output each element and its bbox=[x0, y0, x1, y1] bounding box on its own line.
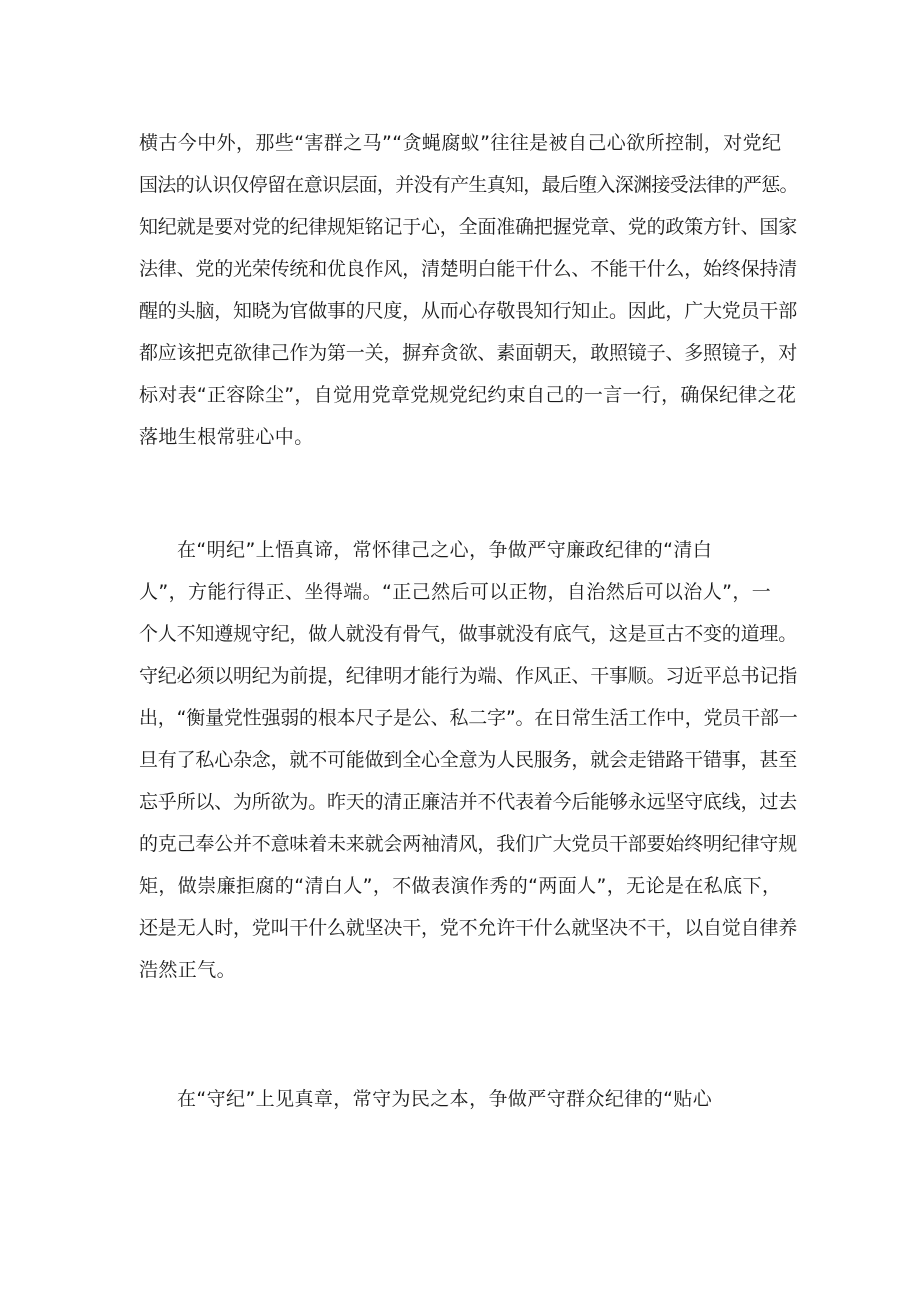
paragraph-zhiji bbox=[139, 122, 799, 458]
text-line: 人”，方能行得正、坐得端。“正己然后可以正物，自治然后可以治人”，一 bbox=[139, 581, 772, 603]
text-line: 在“守纪”上见真章，常守为民之本，争做严守群众纪律的“贴心 bbox=[177, 1088, 713, 1110]
text-line: 还是无人时，党叫干什么就坚决干，党不允许干什么就坚决不干，以自觉自律养 bbox=[139, 917, 798, 939]
text-line: 知纪就是要对党的纪律规矩铭记于心，全面准确把握党章、党的政策方针、国家 bbox=[139, 216, 798, 238]
text-line: 在“明纪”上悟真谛，常怀律己之心，争做严守廉政纪律的“清白 bbox=[177, 539, 713, 561]
text-line: 的克己奉公并不意味着未来就会两袖清风，我们广大党员干部要始终明纪律守规 bbox=[139, 833, 798, 855]
text-line: 忘乎所以、为所欲为。昨天的清正廉洁并不代表着今后能够永远坚守底线，过去 bbox=[139, 791, 798, 813]
text-line: 个人不知遵规守纪，做人就没有骨气，做事就没有底气，这是亘古不变的道理。 bbox=[139, 623, 798, 645]
paragraph-mingji bbox=[139, 529, 799, 991]
text-line: 落地生根常驻心中。 bbox=[139, 426, 314, 448]
text-line: 法律、党的光荣传统和优良作风，清楚明白能干什么、不能干什么，始终保持清 bbox=[139, 258, 798, 280]
text-line: 矩，做崇廉拒腐的“清白人”，不做表演作秀的“两面人”，无论是在私底下， bbox=[139, 875, 782, 897]
text-line: 守纪必须以明纪为前提，纪律明才能行为端、作风正、干事顺。习近平总书记指 bbox=[139, 665, 798, 687]
text-line: 醒的头脑，知晓为官做事的尺度，从而心存敬畏知行知止。因此，广大党员干部 bbox=[139, 300, 798, 322]
text-line: 标对表“正容除尘”，自觉用党章党规党纪约束自己的一言一行，确保纪律之花 bbox=[139, 384, 797, 406]
paragraph-shouji bbox=[139, 1078, 799, 1120]
text-line: 出，“衡量党性强弱的根本尺子是公、私二字”。在日常生活工作中，党员干部一 bbox=[139, 707, 798, 729]
text-line: 横古今中外，那些“害群之马”“贪蝇腐蚁”往往是被自己心欲所控制，对党纪 bbox=[139, 132, 782, 154]
text-line: 都应该把克欲律己作为第一关，摒弃贪欲、素面朝天，敢照镜子、多照镜子，对 bbox=[139, 342, 798, 364]
text-line: 国法的认识仅停留在意识层面，并没有产生真知，最后堕入深渊接受法律的严惩。 bbox=[139, 174, 798, 196]
text-line: 浩然正气。 bbox=[139, 959, 237, 981]
text-line: 旦有了私心杂念，就不可能做到全心全意为人民服务，就会走错路干错事，甚至 bbox=[139, 749, 798, 771]
